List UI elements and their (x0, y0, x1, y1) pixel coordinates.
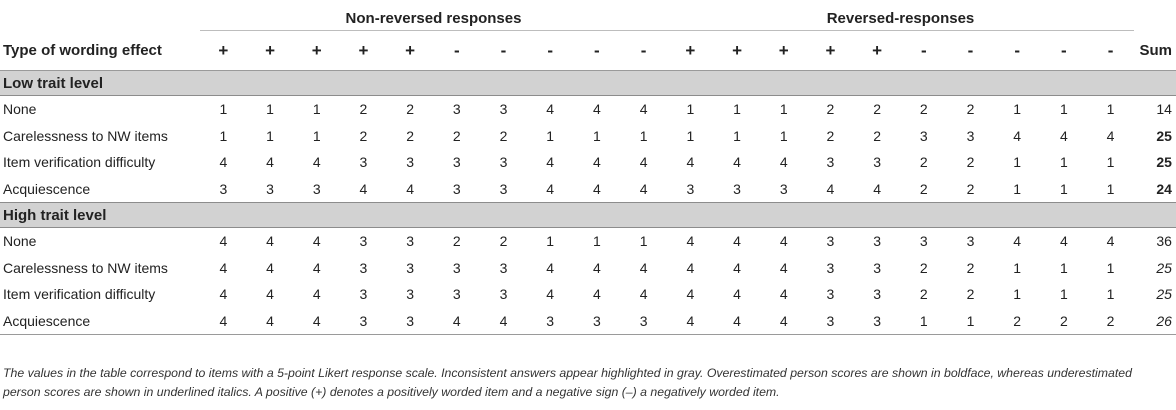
table-cell: 2 (499, 233, 508, 250)
row-label: Acquiescence (0, 308, 200, 335)
column-sign-16: - (900, 31, 947, 71)
table-cell: 4 (686, 233, 695, 250)
table-cell: 2 (966, 154, 975, 171)
column-sign-9: - (574, 31, 621, 71)
table-cell: 1 (1059, 154, 1068, 171)
table-cell: 1 (779, 101, 788, 118)
table-cell: 4 (266, 259, 274, 276)
table-cell: 2 (1041, 308, 1088, 335)
table-cell: 3 (499, 154, 508, 171)
column-sign-10: - (620, 31, 667, 71)
table-cell: 1 (1059, 101, 1068, 118)
table-cell: 3 (919, 127, 928, 144)
table-cell: 3 (312, 180, 321, 197)
table-cell: 3 (452, 180, 461, 197)
table-row (0, 176, 1176, 203)
table-cell: 1 (1106, 286, 1115, 303)
table-cell: 4 (312, 233, 321, 250)
table-cell: 4 (219, 259, 228, 276)
row-sum: 25 (1156, 127, 1172, 144)
table-row (0, 149, 1176, 176)
table-cell: 4 (779, 286, 788, 303)
table-cell: 4 (760, 308, 807, 335)
table-cell: 3 (452, 286, 461, 303)
table-cell: 4 (826, 180, 835, 197)
table-cell: 4 (639, 101, 648, 118)
column-sign-15: + (854, 31, 901, 71)
table-cell: 3 (873, 259, 881, 276)
table-cell: 3 (826, 286, 835, 303)
table-cell: 2 (826, 127, 835, 144)
table-row (0, 96, 1176, 123)
table-cell: 4 (592, 101, 601, 118)
table-cell: 3 (873, 233, 881, 250)
table-cell: 1 (1106, 180, 1115, 197)
table-cell: 4 (686, 259, 695, 276)
table-cell: 1 (733, 127, 741, 144)
table-cell: 1 (1013, 259, 1022, 276)
table-row (0, 308, 1176, 335)
table-cell: 1 (686, 101, 695, 118)
table-cell: 3 (826, 233, 835, 250)
table-cell: 2 (406, 127, 414, 144)
column-sign-6: - (433, 31, 480, 71)
table-cell: 3 (966, 233, 975, 250)
table-cell: 3 (499, 101, 508, 118)
table-cell: 3 (359, 154, 368, 171)
table-cell: 3 (359, 259, 368, 276)
row-sum: 36 (1156, 233, 1172, 250)
table-cell: 4 (639, 154, 648, 171)
table-cell: 4 (1059, 127, 1068, 144)
column-sign-20: - (1087, 31, 1134, 71)
row-sum: 14 (1156, 101, 1172, 118)
table-cell: 3 (854, 308, 901, 335)
table-cell: 3 (966, 127, 975, 144)
table-cell: 4 (219, 233, 228, 250)
column-sign-13: + (760, 31, 807, 71)
row-label: Item verification difficulty (3, 286, 156, 303)
table-caption: The values in the table correspond to items with a 5-point Likert response scale. Inconsistent answers appear highlighted in gray. Overestimated person scores are shown in boldface, whereas underestimated person scores are shown in underlined italics. A positive (+) denotes a positively worded item and a negative sign (–) a negatively worded item. (3, 366, 1132, 399)
row-label: None (3, 101, 37, 118)
table-cell: 4 (247, 308, 294, 335)
row-label: Item verification difficulty (3, 154, 156, 171)
section-header-row (0, 71, 1176, 96)
table-cell: 4 (873, 180, 881, 197)
table-cell: 1 (1013, 154, 1022, 171)
table-cell: 4 (293, 308, 340, 335)
row-sum: 25 (1156, 154, 1172, 171)
table-cell: 1 (639, 233, 648, 250)
column-header-row (0, 31, 1176, 71)
table-cell: 3 (499, 259, 508, 276)
table-cell: 1 (592, 233, 601, 250)
table-cell: 4 (266, 233, 274, 250)
table-cell: 4 (1106, 233, 1115, 250)
table-cell: 3 (499, 180, 508, 197)
table-cell: 3 (387, 308, 434, 335)
column-sign-5: + (387, 31, 434, 71)
table-cell: 1 (219, 101, 228, 118)
table-cell: 4 (433, 308, 480, 335)
table-cell: 4 (406, 180, 414, 197)
table-row (0, 123, 1176, 150)
table-cell: 1 (1059, 286, 1068, 303)
table-cell: 4 (1013, 233, 1022, 250)
section-title: High trait level (0, 203, 1176, 228)
table-cell: 4 (667, 308, 714, 335)
table-cell: 4 (546, 154, 555, 171)
table-cell: 2 (1087, 308, 1134, 335)
table-cell: 2 (966, 101, 975, 118)
table-cell: 1 (546, 127, 555, 144)
table-cell: 3 (406, 286, 414, 303)
group-header-spacer-end (1134, 0, 1176, 31)
table-cell: 2 (966, 286, 975, 303)
table-cell: 3 (452, 259, 461, 276)
table-cell: 3 (807, 308, 854, 335)
row-sum: 25 (1156, 286, 1172, 303)
table-cell: 4 (639, 259, 648, 276)
table-cell: 3 (219, 180, 228, 197)
table-cell: 4 (1106, 127, 1115, 144)
table-cell: 3 (266, 180, 274, 197)
table-cell: 3 (359, 233, 368, 250)
table-cell: 2 (499, 127, 508, 144)
column-sign-19: - (1041, 31, 1088, 71)
table-cell: 2 (919, 154, 928, 171)
table-cell: 1 (639, 127, 648, 144)
table-cell: 2 (406, 101, 414, 118)
row-sum: 26 (1134, 308, 1176, 335)
table-cell: 1 (312, 101, 321, 118)
table-cell: 1 (1013, 180, 1022, 197)
table-cell: 2 (873, 101, 881, 118)
table-cell: 3 (406, 233, 414, 250)
table-row (0, 281, 1176, 308)
table-cell: 4 (219, 154, 228, 171)
table-cell: 4 (592, 259, 601, 276)
row-sum: 24 (1156, 180, 1172, 197)
table-cell: 1 (686, 127, 695, 144)
table-cell: 3 (873, 154, 881, 171)
row-label: Carelessness to NW items (3, 127, 168, 144)
table-cell: 4 (733, 154, 741, 171)
column-sign-12: + (714, 31, 761, 71)
table-cell: 1 (1013, 101, 1022, 118)
table-cell: 3 (499, 286, 508, 303)
table-cell: 4 (733, 233, 741, 250)
table-cell: 4 (779, 259, 788, 276)
table-cell: 2 (359, 127, 368, 144)
table-cell: 4 (592, 286, 601, 303)
table-cell: 4 (733, 259, 741, 276)
table-cell: 4 (1059, 233, 1068, 250)
table-cell: 1 (219, 127, 228, 144)
table-cell: 3 (779, 180, 788, 197)
table-cell: 3 (826, 259, 835, 276)
table-cell: 3 (340, 308, 387, 335)
table-cell: 4 (200, 308, 247, 335)
table-cell: 1 (1059, 259, 1068, 276)
group-header-non-reversed: Non-reversed responses (200, 0, 667, 31)
table-cell: 1 (266, 101, 274, 118)
table-cell: 1 (900, 308, 947, 335)
table-cell: 1 (1106, 101, 1115, 118)
sum-header: Sum (1134, 31, 1176, 71)
table-cell: 1 (312, 127, 321, 144)
table-cell: 4 (266, 286, 274, 303)
group-header-spacer (0, 0, 200, 31)
label-header: Type of wording effect (0, 31, 200, 71)
table-cell: 1 (733, 101, 741, 118)
table-cell: 4 (686, 286, 695, 303)
row-label: Acquiescence (3, 180, 91, 197)
table-cell: 4 (546, 180, 555, 197)
table-cell: 1 (779, 127, 788, 144)
column-sign-18: - (994, 31, 1041, 71)
table-cell: 2 (873, 127, 881, 144)
table-cell: 3 (452, 154, 461, 171)
table-cell: 3 (527, 308, 574, 335)
column-sign-1: + (200, 31, 247, 71)
table-row (0, 255, 1176, 282)
table-cell: 4 (546, 101, 555, 118)
column-sign-2: + (247, 31, 294, 71)
section-header-row (0, 203, 1176, 228)
table-cell: 4 (639, 180, 648, 197)
table-cell: 3 (452, 101, 461, 118)
column-sign-14: + (807, 31, 854, 71)
table-cell: 1 (1013, 286, 1022, 303)
column-sign-7: - (480, 31, 527, 71)
table-cell: 4 (312, 259, 321, 276)
column-sign-3: + (293, 31, 340, 71)
table-cell: 3 (826, 154, 835, 171)
row-sum: 25 (1156, 259, 1172, 276)
table-cell: 4 (639, 286, 648, 303)
table-cell: 3 (406, 259, 414, 276)
table-cell: 1 (947, 308, 994, 335)
table-cell: 1 (1106, 259, 1115, 276)
table-cell: 4 (312, 286, 321, 303)
table-cell: 2 (919, 286, 928, 303)
table-cell: 4 (686, 154, 695, 171)
table-cell: 3 (919, 233, 928, 250)
table-cell: 3 (359, 286, 368, 303)
table-cell: 2 (359, 101, 368, 118)
column-sign-17: - (947, 31, 994, 71)
table-cell: 3 (733, 180, 741, 197)
table-cell: 2 (919, 180, 928, 197)
section-title: Low trait level (0, 71, 1176, 96)
table-cell: 3 (406, 154, 414, 171)
table-cell: 4 (312, 154, 321, 171)
table-cell: 3 (686, 180, 695, 197)
table-row (0, 228, 1176, 255)
table-cell: 3 (574, 308, 621, 335)
table-cell: 1 (1059, 180, 1068, 197)
table-cell: 2 (919, 101, 928, 118)
table-cell: 4 (219, 286, 228, 303)
table-cell: 2 (994, 308, 1041, 335)
table-cell: 3 (620, 308, 667, 335)
table-cell: 1 (1106, 154, 1115, 171)
row-label: None (3, 233, 37, 250)
group-header-row (0, 0, 1176, 31)
column-sign-8: - (527, 31, 574, 71)
table-cell: 4 (266, 154, 274, 171)
table-cell: 4 (733, 286, 741, 303)
table-cell: 4 (546, 286, 555, 303)
table-cell: 2 (826, 101, 835, 118)
table-cell: 4 (714, 308, 761, 335)
table-cell: 1 (592, 127, 601, 144)
table-cell: 4 (592, 154, 601, 171)
table-cell: 2 (966, 180, 975, 197)
row-label: Carelessness to NW items (3, 259, 168, 276)
table-cell: 4 (546, 259, 555, 276)
table-cell: 4 (779, 154, 788, 171)
column-sign-11: + (667, 31, 714, 71)
table-cell: 4 (779, 233, 788, 250)
table-cell: 3 (873, 286, 881, 303)
table-cell: 4 (1013, 127, 1022, 144)
group-header-reversed: Reversed-responses (667, 0, 1134, 31)
column-sign-4: + (340, 31, 387, 71)
table-cell: 1 (266, 127, 274, 144)
table-cell: 4 (592, 180, 601, 197)
table-cell: 2 (919, 259, 928, 276)
table-cell: 2 (966, 259, 975, 276)
table-cell: 4 (359, 180, 368, 197)
table-cell: 4 (480, 308, 527, 335)
table-cell: 2 (452, 233, 461, 250)
table-cell: 2 (452, 127, 461, 144)
table-cell: 1 (546, 233, 555, 250)
